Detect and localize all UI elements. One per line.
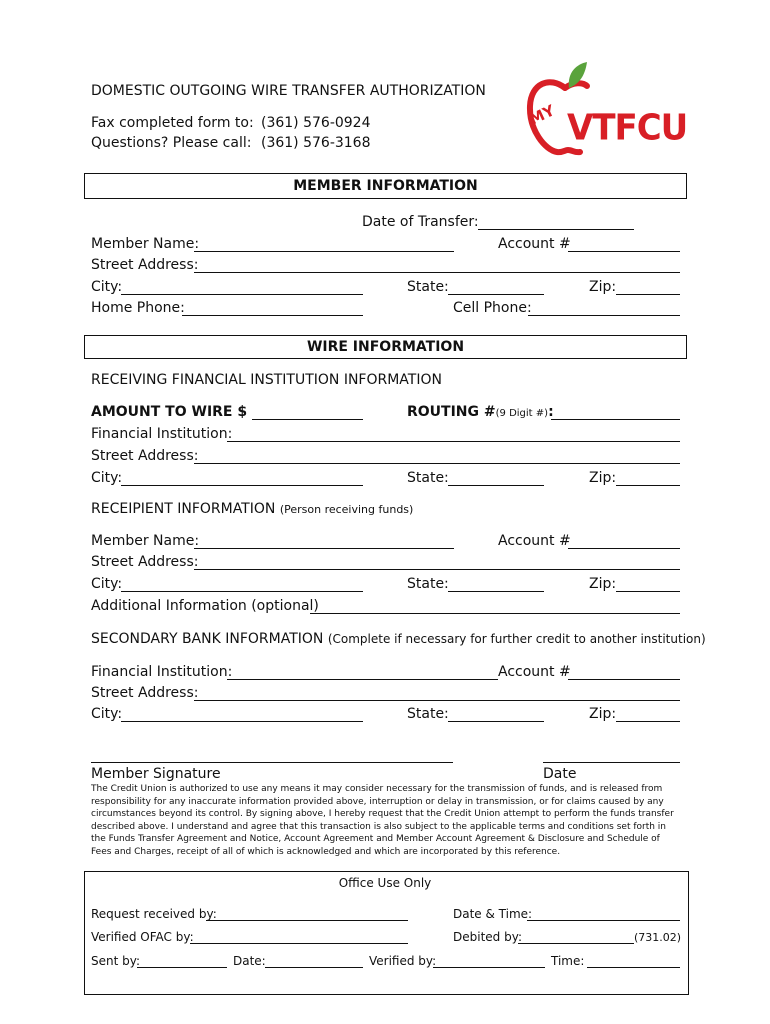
date-time-label: Date & Time: [453,907,533,921]
request-received-field[interactable] [206,920,408,921]
signature-date-label: Date [543,766,577,782]
sent-by-label: Sent by: [91,954,141,968]
fax-number: (361) 576-0924 [261,115,371,131]
member-signature-field[interactable] [91,762,453,763]
form-code: (731.02) [634,931,682,944]
member-street-field[interactable] [194,272,680,273]
additional-info-field[interactable] [310,613,680,614]
wire-zip-field[interactable] [616,485,680,486]
member-zip-label: Zip: [589,279,617,295]
recipient-heading [91,501,413,517]
secondary-state-field[interactable] [448,721,544,722]
member-city-label: City: [91,279,123,295]
secondary-institution-field[interactable] [227,679,498,680]
financial-institution-field[interactable] [227,441,680,442]
signature-date-field[interactable] [543,762,680,763]
sent-by-field[interactable] [137,967,227,968]
verified-ofac-field[interactable] [190,943,408,944]
financial-institution-label: Financial Institution: [91,426,233,442]
wire-state-label: State: [407,470,449,486]
vtfcu-logo [525,58,690,158]
member-information-heading: MEMBER INFORMATION [84,173,687,199]
recipient-city-field[interactable] [121,591,363,592]
home-phone-field[interactable] [182,315,363,316]
routing-note: (9 Digit #) [495,408,549,419]
wire-city-label: City: [91,470,123,486]
recipient-account-label: Account # [498,533,571,549]
secondary-street-label: Street Address: [91,685,199,701]
request-received-label: Request received by: [91,907,217,921]
receiving-institution-heading: RECEIVING FINANCIAL INSTITUTION INFORMATION [91,372,442,388]
recipient-state-label: State: [407,576,449,592]
secondary-bank-heading [91,631,706,647]
secondary-state-label: State: [407,706,449,722]
debited-by-field[interactable] [518,943,634,944]
member-state-label: State: [407,279,449,295]
date-of-transfer-label: Date of Transfer: [362,214,479,230]
secondary-heading-text: SECONDARY BANK INFORMATION [91,631,324,647]
member-signature-label: Member Signature [91,766,221,782]
secondary-note: (Complete if necessary for further credit to another institution) [327,632,706,646]
fax-label: Fax completed form to: [91,115,254,131]
debited-by-label: Debited by: [453,930,522,944]
home-phone-label: Home Phone: [91,300,185,316]
recipient-note: (Person receiving funds) [279,503,414,516]
routing-label-text: ROUTING # [407,404,496,420]
questions-label: Questions? Please call: [91,135,252,151]
member-state-field[interactable] [448,294,544,295]
cell-phone-label: Cell Phone: [453,300,532,316]
office-date-field[interactable] [265,967,363,968]
date-of-transfer-field[interactable] [478,229,634,230]
office-time-field[interactable] [587,967,680,968]
office-time-label: Time: [551,954,585,968]
member-name-field[interactable] [194,251,454,252]
office-use-heading: Office Use Only [338,876,432,890]
secondary-zip-field[interactable] [616,721,680,722]
secondary-city-field[interactable] [121,721,363,722]
recipient-name-label: Member Name: [91,533,200,549]
wire-city-field[interactable] [121,485,363,486]
member-account-field[interactable] [568,251,680,252]
recipient-account-field[interactable] [568,548,680,549]
recipient-state-field[interactable] [448,591,544,592]
logo-name: VTFCU [567,107,688,149]
routing-field[interactable] [551,419,680,420]
recipient-name-field[interactable] [194,548,454,549]
recipient-street-field[interactable] [194,569,680,570]
member-account-label: Account # [498,236,571,252]
verified-by-field[interactable] [433,967,545,968]
recipient-city-label: City: [91,576,123,592]
secondary-city-label: City: [91,706,123,722]
member-city-field[interactable] [121,294,363,295]
member-street-label: Street Address: [91,257,199,273]
routing-label [407,404,554,420]
secondary-street-field[interactable] [194,700,680,701]
questions-number: (361) 576-3168 [261,135,371,151]
recipient-zip-label: Zip: [589,576,617,592]
logo-my: MY [526,101,558,129]
additional-info-label: Additional Information (optional) [91,598,319,614]
cell-phone-field[interactable] [528,315,680,316]
wire-zip-label: Zip: [589,470,617,486]
member-zip-field[interactable] [616,294,680,295]
secondary-institution-label: Financial Institution: [91,664,233,680]
wire-state-field[interactable] [448,485,544,486]
secondary-account-label: Account # [498,664,571,680]
secondary-zip-label: Zip: [589,706,617,722]
date-time-field[interactable] [527,920,680,921]
amount-to-wire-field[interactable] [252,419,363,420]
verified-by-label: Verified by: [369,954,437,968]
wire-street-field[interactable] [194,463,680,464]
recipient-zip-field[interactable] [616,591,680,592]
member-name-label: Member Name: [91,236,200,252]
disclaimer-text: The Credit Union is authorized to use any means it may consider necessary for the transmission of funds, and is released from responsibility for any inaccurate information provided above, interruption or delay in transmission, or for claims caused by any circumstances beyond its control. By signing above, I hereby request that the Credit Union attempt to perform the funds transfer described above. I understand and agree that this transaction is also subject to the applicable terms and conditions set forth in the Funds Transfer Agreement and Notice, Account Agreement and Member Account Agreement & Disclosure and Schedule of Fees and Charges, receipt of all of which is acknowledged and which are incorporated by this reference. [91,784,674,857]
office-date-label: Date: [233,954,266,968]
amount-to-wire-label: AMOUNT TO WIRE $ [91,404,248,420]
wire-street-label: Street Address: [91,448,199,464]
wire-information-heading: WIRE INFORMATION [84,335,687,359]
recipient-heading-text: RECEIPIENT INFORMATION [91,501,276,517]
verified-ofac-label: Verified OFAC by: [91,930,194,944]
recipient-street-label: Street Address: [91,554,199,570]
secondary-account-field[interactable] [568,679,680,680]
routing-colon: : [548,404,554,420]
form-title: DOMESTIC OUTGOING WIRE TRANSFER AUTHORIZATION [91,83,486,99]
